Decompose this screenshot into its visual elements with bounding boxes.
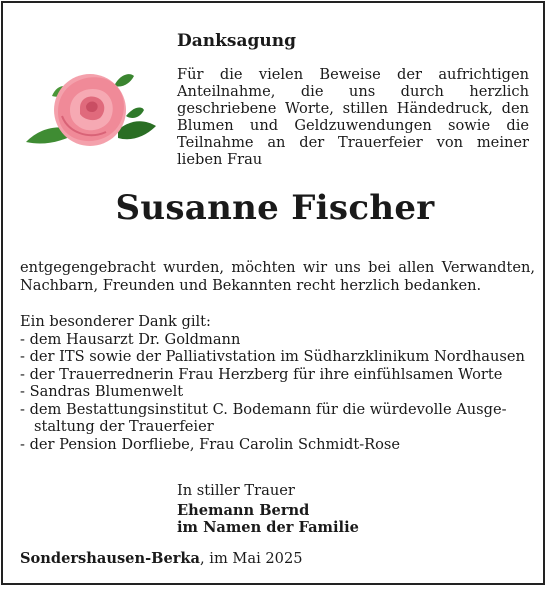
signature-block xyxy=(177,482,359,537)
intro-line: Teilnahme an der Trauerfeier von meiner xyxy=(177,134,529,151)
signature-name: Ehemann Bernd xyxy=(177,501,310,519)
notice-heading: Danksagung xyxy=(177,31,296,51)
place: Sondershausen-Berka xyxy=(20,550,200,567)
list-item: - Sandras Blumenwelt xyxy=(20,383,184,400)
place-date xyxy=(20,550,303,567)
intro-line: Blumen und Geldzuwendungen sowie die xyxy=(177,117,529,134)
intro-line: geschriebene Worte, stillen Händedruck, den xyxy=(177,100,529,117)
date: , im Mai 2025 xyxy=(200,550,303,567)
thanks-line: entgegengebracht wurden, möchten wir uns bei allen Verwandten, xyxy=(20,259,535,276)
signature-family: im Namen der Familie xyxy=(177,519,359,536)
list-item: - dem Bestattungsinstitut C. Bodemann für die würdevolle Ausge- xyxy=(20,400,507,418)
intro-line: lieben Frau xyxy=(177,151,263,168)
list-item-continuation: staltung der Trauerfeier xyxy=(34,418,214,435)
thanks-text xyxy=(20,259,535,294)
special-thanks-heading: Ein besonderer Dank gilt: xyxy=(20,313,211,330)
deceased-name: Susanne Fischer xyxy=(115,188,435,228)
intro-line: Anteilnahme, die uns durch herzlich xyxy=(177,83,529,100)
list-item: - der ITS sowie der Palliativstation im Südharzklinikum Nordhausen xyxy=(20,348,525,365)
list-item: - der Trauerrednerin Frau Herzberg für ihre einfühlsamen Worte xyxy=(20,365,503,383)
special-thanks-list xyxy=(20,313,535,453)
thanks-line: Nachbarn, Freunden und Bekannten recht herzlich bedanken. xyxy=(20,276,482,294)
rose-icon xyxy=(22,66,158,156)
intro-text xyxy=(177,66,529,168)
intro-line: Für die vielen Beweise der aufrichtigen xyxy=(177,66,529,83)
list-item: - der Pension Dorfliebe, Frau Carolin Schmidt-Rose xyxy=(20,435,401,453)
signature-line: In stiller Trauer xyxy=(177,482,295,499)
list-item: - dem Hausarzt Dr. Goldmann xyxy=(20,330,241,348)
